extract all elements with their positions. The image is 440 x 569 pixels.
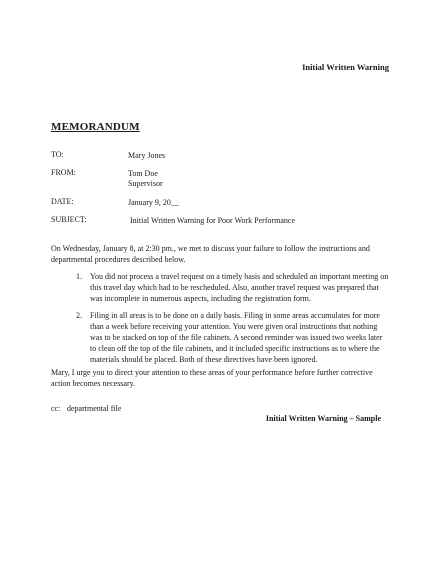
from-title: Supervisor (128, 179, 163, 188)
date-value: January 9, 20__ (128, 198, 179, 207)
subject-label: SUBJECT: (51, 215, 87, 224)
list-item-text: You did not process a travel request on a timely basis and scheduled an important meeting on this travel day which had to be rescheduled. Also, another travel request was prepared that was incomplete in numerous aspects, including the registration form. (90, 272, 389, 303)
to-label: TO: (51, 150, 64, 159)
intro-paragraph: On Wednesday, January 8, at 2:30 pm., we met to discuss your failure to follow the instructions and departmental procedures described below. (51, 244, 370, 264)
subject-value: Initial Written Warning for Poor Work Performance (130, 216, 296, 225)
date-label: DATE: (51, 197, 74, 206)
header-title: Initial Written Warning (302, 62, 389, 72)
cc-value: departmental file (67, 404, 122, 413)
memo-heading: MEMORANDUM (51, 121, 140, 133)
list-item-number: 2. (76, 311, 82, 320)
closing-paragraph: Mary, I urge you to direct your attention to these areas of your performance before further corrective action becomes necessary. (51, 368, 373, 388)
cc-label: cc: (51, 404, 61, 413)
from-name: Tom Doe (128, 169, 158, 178)
to-value: Mary Jones (128, 151, 166, 160)
list-item-text: Filing in all areas is to be done on a daily basis. Filing in some areas accumulates for more than a week before receiving your attention. You were given oral instructions that nothing was to be stacked on top of the file cabinets. A second reminder was issued two weeks later to clean off the top of the file cabinets, and it included specific instructions as to where the materials should be placed. Both of these directives have been ignored. (90, 311, 383, 364)
list-item-number: 1. (76, 272, 82, 281)
footer-title: Initial Written Warning – Sample (265, 414, 381, 423)
from-label: FROM: (51, 168, 76, 177)
